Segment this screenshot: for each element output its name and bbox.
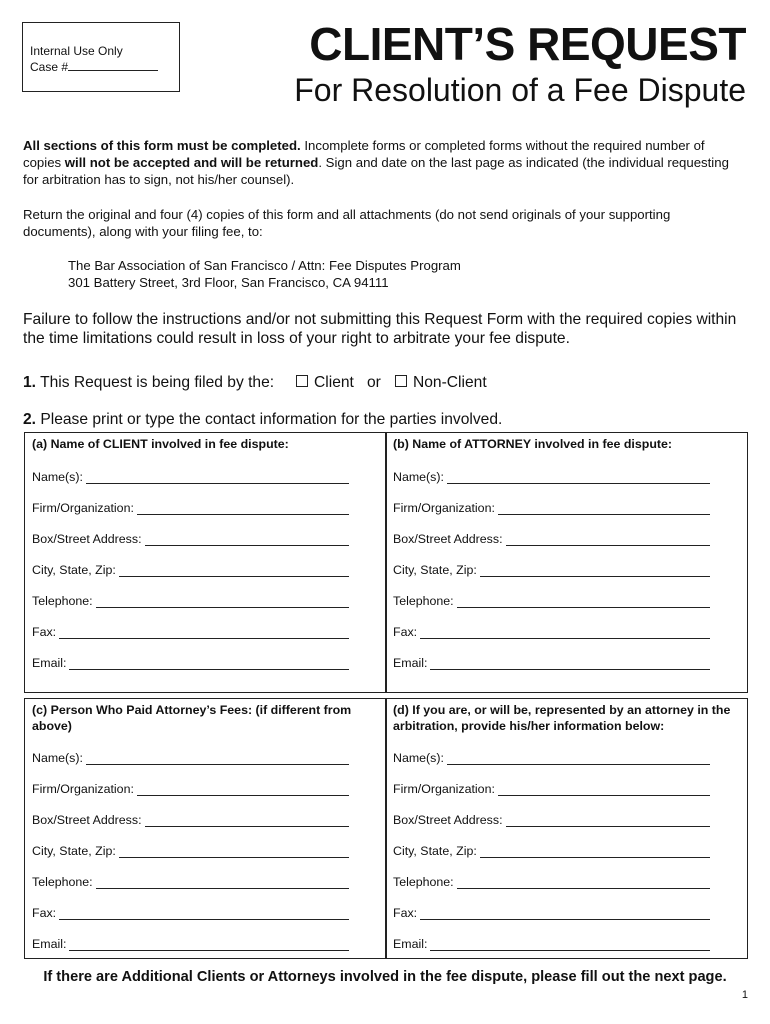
intro-paragraph-1	[23, 137, 743, 188]
panel-representative-firm-label: Firm/Organization:	[393, 782, 495, 796]
intro-text-1a: Incomplete forms or completed forms without the required number of copies	[23, 138, 705, 170]
panel-attorney-street-field[interactable]	[393, 532, 710, 546]
panel-attorney-fax-input[interactable]	[420, 627, 710, 639]
panel-client-fax-input[interactable]	[59, 627, 349, 639]
panel-attorney-city-input[interactable]	[480, 565, 710, 577]
panel-payer-fax-field[interactable]	[32, 906, 349, 920]
panel-payer-city-input[interactable]	[119, 846, 349, 858]
panel-payer	[24, 698, 387, 959]
page-subtitle: For Resolution of a Fee Dispute	[294, 72, 746, 108]
panel-payer-city-field[interactable]	[32, 844, 349, 858]
panel-representative-names-label: Name(s):	[393, 751, 444, 765]
question-2-number: 2.	[23, 411, 37, 428]
case-number-label: Case #	[30, 60, 69, 74]
address-line-1: The Bar Association of San Francisco / Attn: Fee Disputes Program	[68, 258, 461, 273]
panel-client-city-label: City, State, Zip:	[32, 563, 116, 577]
case-number-line[interactable]	[68, 59, 158, 71]
panel-attorney-firm-input[interactable]	[498, 503, 710, 515]
panel-representative-street-label: Box/Street Address:	[393, 813, 503, 827]
panel-payer-firm-input[interactable]	[137, 784, 349, 796]
panel-attorney-heading: (b) Name of ATTORNEY involved in fee dispute:	[393, 437, 673, 451]
panel-client-names-input[interactable]	[86, 472, 349, 484]
panel-payer-city-label: City, State, Zip:	[32, 844, 116, 858]
panel-client-firm-label: Firm/Organization:	[32, 501, 134, 515]
panel-payer-firm-field[interactable]	[32, 782, 349, 796]
panel-client-fax-field[interactable]	[32, 625, 349, 639]
intro-bold-1: All sections of this form must be completed.	[23, 138, 301, 153]
panel-client-city-field[interactable]	[32, 563, 349, 577]
panel-payer-street-label: Box/Street Address:	[32, 813, 142, 827]
panel-representative-email-field[interactable]	[393, 937, 710, 951]
internal-use-label: Internal Use Only	[30, 44, 123, 58]
panel-payer-email-input[interactable]	[69, 939, 349, 951]
panel-attorney-email-label: Email:	[393, 656, 428, 670]
panel-attorney-phone-label: Telephone:	[393, 594, 454, 608]
panel-attorney-firm-label: Firm/Organization:	[393, 501, 495, 515]
panel-representative-firm-input[interactable]	[498, 784, 710, 796]
panel-payer-email-label: Email:	[32, 937, 67, 951]
page-number: 1	[741, 989, 748, 1001]
panel-payer-firm-label: Firm/Organization:	[32, 782, 134, 796]
panel-payer-names-label: Name(s):	[32, 751, 83, 765]
question-1-number: 1.	[23, 374, 37, 391]
intro-paragraph-2: Return the original and four (4) copies of this form and all attachments (do not send originals of your supporting documents), along with your filing fee, to:	[23, 207, 671, 239]
client-option-label: Client	[314, 374, 354, 391]
panel-representative-city-label: City, State, Zip:	[393, 844, 477, 858]
intro-text-1b: . Sign and date on the last page as indicated (the individual requesting for arbitration has to sign, not his/her counsel).	[23, 155, 729, 187]
intro-bold-2: will not be accepted and will be returned	[64, 155, 319, 170]
panel-client-fax-label: Fax:	[32, 625, 57, 639]
non-client-option[interactable]	[395, 373, 487, 393]
panel-payer-names-field[interactable]	[32, 751, 349, 765]
panel-attorney-street-input[interactable]	[506, 534, 710, 546]
question-2	[23, 410, 502, 430]
non-client-checkbox[interactable]	[395, 375, 407, 387]
panel-attorney-fax-field[interactable]	[393, 625, 710, 639]
panel-payer-street-field[interactable]	[32, 813, 349, 827]
panel-client	[24, 432, 387, 693]
panel-representative-names-input[interactable]	[447, 753, 710, 765]
panel-representative	[385, 698, 748, 959]
panel-client-street-input[interactable]	[145, 534, 349, 546]
panel-client-heading: (a) Name of CLIENT involved in fee dispute:	[32, 437, 289, 451]
panel-representative-fax-label: Fax:	[393, 906, 418, 920]
panel-attorney-names-field[interactable]	[393, 470, 710, 484]
panel-client-email-label: Email:	[32, 656, 67, 670]
panel-client-firm-field[interactable]	[32, 501, 349, 515]
panel-payer-email-field[interactable]	[32, 937, 349, 951]
panel-representative-phone-label: Telephone:	[393, 875, 454, 889]
panel-representative-fax-field[interactable]	[393, 906, 710, 920]
panel-payer-phone-label: Telephone:	[32, 875, 93, 889]
panel-payer-names-input[interactable]	[86, 753, 349, 765]
footer-note: If there are Additional Clients or Attorneys involved in the fee dispute, please fill out the next page.	[43, 969, 727, 985]
panel-representative-street-field[interactable]	[393, 813, 710, 827]
panel-payer-phone-field[interactable]	[32, 875, 349, 889]
panel-client-phone-input[interactable]	[96, 596, 349, 608]
warning-paragraph: Failure to follow the instructions and/or not submitting this Request Form with the required copies within the time limitations could result in loss of your right to arbitrate your fee dispute.	[23, 311, 737, 347]
panel-attorney-names-label: Name(s):	[393, 470, 444, 484]
page-title: CLIENT’S REQUEST	[309, 18, 746, 70]
panel-representative-phone-field[interactable]	[393, 875, 710, 889]
or-label: or	[367, 374, 381, 391]
panel-client-street-field[interactable]	[32, 532, 349, 546]
panel-client-street-label: Box/Street Address:	[32, 532, 142, 546]
panel-attorney-phone-field[interactable]	[393, 594, 710, 608]
panel-client-phone-field[interactable]	[32, 594, 349, 608]
panel-payer-fax-label: Fax:	[32, 906, 57, 920]
client-checkbox[interactable]	[296, 375, 308, 387]
panel-attorney-city-label: City, State, Zip:	[393, 563, 477, 577]
panel-attorney-names-input[interactable]	[447, 472, 710, 484]
panel-payer-phone-input[interactable]	[96, 877, 349, 889]
internal-use-box	[22, 22, 180, 92]
panel-attorney	[385, 432, 748, 693]
question-1-text: This Request is being filed by the:	[36, 374, 275, 391]
panel-client-email-input[interactable]	[69, 658, 349, 670]
panel-representative-phone-input[interactable]	[457, 877, 710, 889]
panel-attorney-phone-input[interactable]	[457, 596, 710, 608]
panel-representative-names-field[interactable]	[393, 751, 710, 765]
panel-representative-email-label: Email:	[393, 937, 428, 951]
panel-client-names-label: Name(s):	[32, 470, 83, 484]
client-option[interactable]	[296, 373, 354, 393]
question-2-text: Please print or type the contact information for the parties involved.	[36, 411, 503, 428]
panel-representative-firm-field[interactable]	[393, 782, 710, 796]
panel-client-phone-label: Telephone:	[32, 594, 93, 608]
panel-attorney-street-label: Box/Street Address:	[393, 532, 503, 546]
panel-attorney-email-field[interactable]	[393, 656, 710, 670]
panel-client-names-field[interactable]	[32, 470, 349, 484]
panel-payer-fax-input[interactable]	[59, 908, 349, 920]
question-1	[23, 373, 274, 393]
panel-representative-street-input[interactable]	[506, 815, 710, 827]
panel-representative-city-input[interactable]	[480, 846, 710, 858]
panel-representative-email-input[interactable]	[430, 939, 710, 951]
panel-client-firm-input[interactable]	[137, 503, 349, 515]
panel-client-email-field[interactable]	[32, 656, 349, 670]
panel-payer-street-input[interactable]	[145, 815, 349, 827]
non-client-option-label: Non-Client	[413, 374, 487, 391]
panel-payer-heading: (c) Person Who Paid Attorney’s Fees: (if different from above)	[32, 703, 352, 733]
panel-attorney-firm-field[interactable]	[393, 501, 710, 515]
panel-client-city-input[interactable]	[119, 565, 349, 577]
panel-attorney-email-input[interactable]	[430, 658, 710, 670]
panel-attorney-fax-label: Fax:	[393, 625, 418, 639]
address-line-2: 301 Battery Street, 3rd Floor, San Francisco, CA 94111	[68, 275, 389, 290]
case-number-field[interactable]	[30, 59, 179, 75]
panel-representative-heading: (d) If you are, or will be, represented by an attorney in the arbitration, provide his/her information below:	[393, 703, 731, 733]
panel-representative-fax-input[interactable]	[420, 908, 710, 920]
panel-attorney-city-field[interactable]	[393, 563, 710, 577]
panel-representative-city-field[interactable]	[393, 844, 710, 858]
